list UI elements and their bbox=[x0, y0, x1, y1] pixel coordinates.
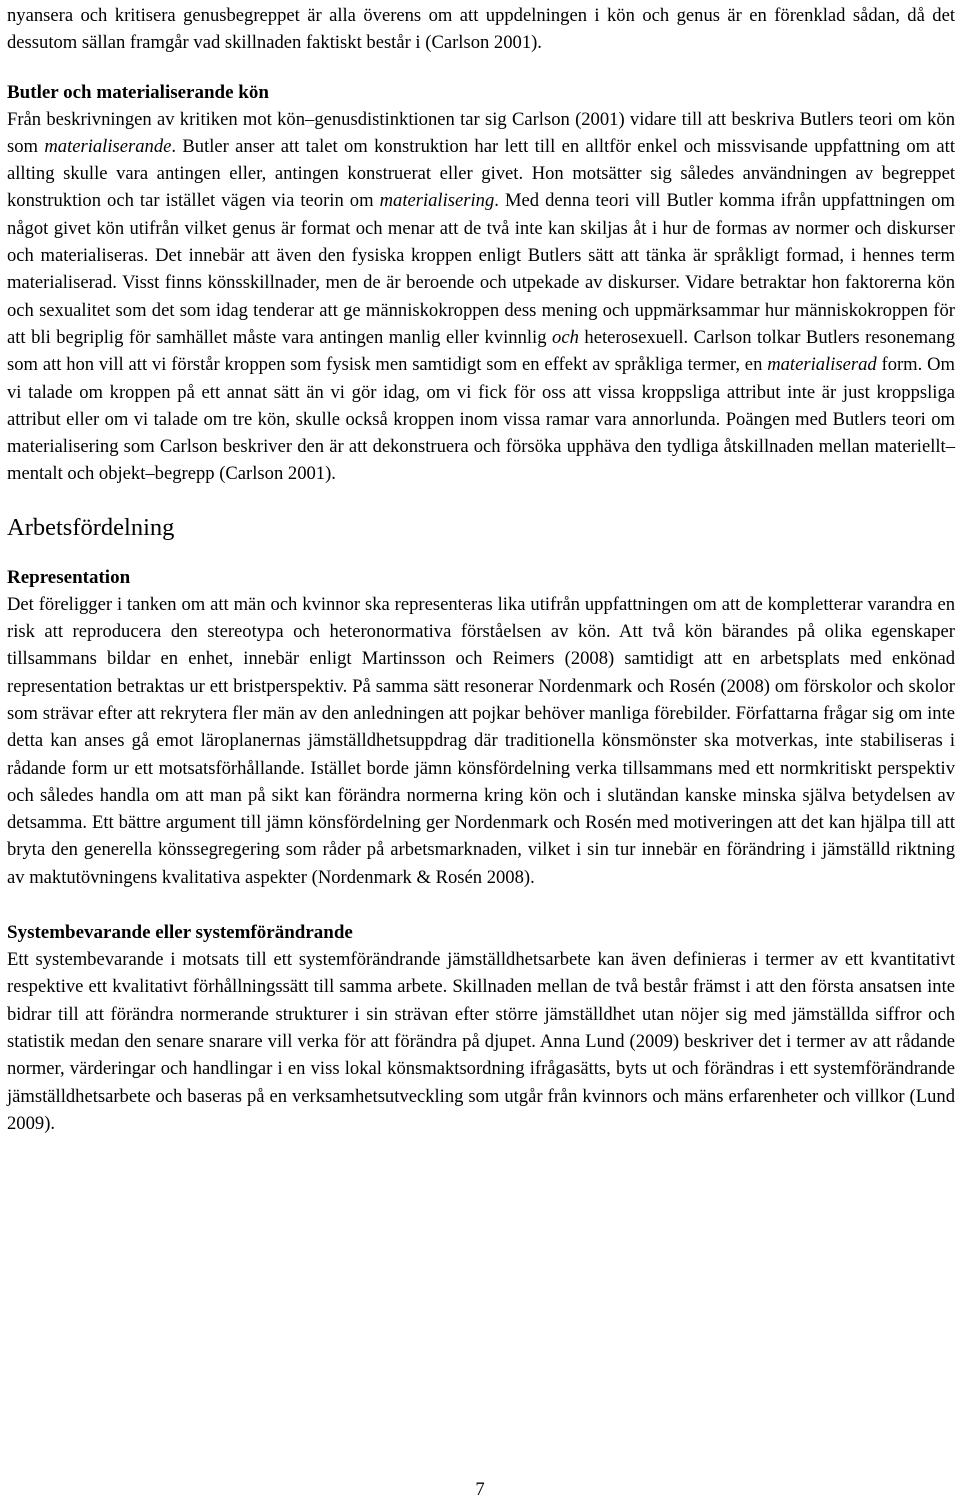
butler-paragraph bbox=[7, 106, 955, 488]
page-number: 7 bbox=[475, 1479, 485, 1500]
butler-heading: Butler och materialiserande kön bbox=[7, 81, 269, 103]
system-paragraph: Ett systembevarande i motsats till ett systemförändrande jämställdhetsarbete kan även definieras i termer av ett kvantitativt respektive ett kvalitativt förhållningssätt till samma arbete. Skillnaden mellan de två består främst i att den första ansatsen inte bidrar till att förändra normerande strukturer i sin strävan efter större jämställdhet utan nöjer sig med jämställda siffror och statistik medan den senare snarare vill verka för att förändra på djupet. Anna Lund (2009) beskriver det i termer av att rådande normer, värderingar och handlingar i en viss lokal könsmaktsordning ifrågasätts, byts ut och förändras i ett systemförändrande jämställdhetsarbete och baseras på en verksamhetsutveckling som utgår från kvinnors och mäns erfarenheter och villkor (Lund 2009). bbox=[7, 949, 955, 1134]
butler-em-och: och bbox=[552, 326, 579, 348]
document-page bbox=[7, 0, 955, 1137]
system-heading: Systembevarande eller systemförändrande bbox=[7, 922, 353, 944]
arbetsfordelning-heading: Arbetsfördelning bbox=[7, 513, 175, 541]
representation-heading: Representation bbox=[7, 566, 131, 588]
butler-em-materialiserad: materialiserad bbox=[767, 354, 877, 376]
butler-em-materialiserande: materialiserande bbox=[44, 135, 172, 157]
butler-text-1: Från beskrivningen av kritiken mot kön–genusdistinktionen tar sig Carlson (2001) vidare till att beskriva Butlers teori om kön som bbox=[7, 108, 955, 157]
intro-paragraph: nyansera och kritisera genusbegreppet är alla överens om att uppdelningen i kön och genus är en förenklad sådan, då det dessutom sällan framgår vad skillnaden faktiskt består i (Carlson 2001). bbox=[7, 5, 955, 54]
butler-text-4: heterosexuell. Carlson tolkar Butlers resonemang som att hon vill att vi förstår kroppen som fysisk men samtidigt som en effekt av språkliga termer, en bbox=[7, 326, 955, 376]
representation-paragraph: Det föreligger i tanken om att män och kvinnor ska representeras lika utifrån uppfattningen om att de kompletterar varandra en risk att reproducera den stereotypa och heteronormativa förståelsen av kön. Att två kön bärandes på olika egenskaper tillsammans bildar en enhet, innebär enligt Martinsson och Reimers (2008) samtidigt att en arbetsplats med enkönad representation betraktas ur ett bristperspektiv. På samma sätt resonerar Nordenmark och Rosén (2008) om förskolor och skolor som strävar efter att rekrytera fler män av den anledningen att pojkar behöver manliga förebilder. Författarna frågar sig om inte detta kan anses gå emot läroplanernas jämställdhetsuppdrag där traditionella könsmönster ska motverkas, inte stabiliseras i rådande form ur ett motsatsförhållande. Istället borde jämn könsfördelning verka tillsammans med ett normkritiskt perspektiv och således handla om att man på sikt kan förändra normerna kring kön och i slutändan kanske minska själva betydelsen av detsamma. Ett bättre argument till jämn könsfördelning ger Nordenmark och Rosén med motiveringen att det kan hjälpa till att bryta den generella könssegregering som råder på arbetsmarknaden, vilket i sin tur innebär en förändring i jämställd riktning av maktutövningens kvalitativa aspekter (Nordenmark & Rosén 2008). bbox=[7, 593, 955, 888]
butler-text-3: . Med denna teori vill Butler komma ifrån uppfattningen om något givet kön utifrån vilket genus är format och menar att de två inte kan skiljas åt i hur de formas av normer och diskurser och materialiseras. Det innebär att även den fysiska kroppen enligt Butlers sätt att tänka är språkligt formad, i hennes term materialiserad. Visst finns könsskillnader, men de är beroende och utpekade av diskurser. Vidare betraktar hon faktorerna kön och sexualitet som det som idag tenderar att ge människokroppen dess mening och uppmärksammar hur människokroppen för att bli begriplig för samhället måste vara antingen manlig eller kvinnlig bbox=[7, 190, 955, 348]
butler-em-materialisering: materialisering bbox=[379, 190, 495, 212]
butler-text-5: form. Om vi talade om kroppen på ett annat sätt än vi gör idag, om vi fick för oss att vissa kroppsliga attribut inte är just kroppsliga attribut eller om vi talade om tre kön, skulle också kroppen inom vissa ramar vara annorlunda. Poängen med Butlers teori om materialisering som Carlson beskriver den är att dekonstruera och försöka upphäva den tydliga åtskillnaden mellan materiellt–mentalt och objekt–begrepp (Carlson 2001). bbox=[7, 354, 956, 485]
butler-text-2: . Butler anser att talet om konstruktion har lett till en alltför enkel och missvisande uppfattning om att allting skulle vara antingen eller, antingen konstruerat eller givet. Hon motsätter sig således användningen av begreppet konstruktion och tar istället vägen via teorin om bbox=[7, 135, 955, 212]
